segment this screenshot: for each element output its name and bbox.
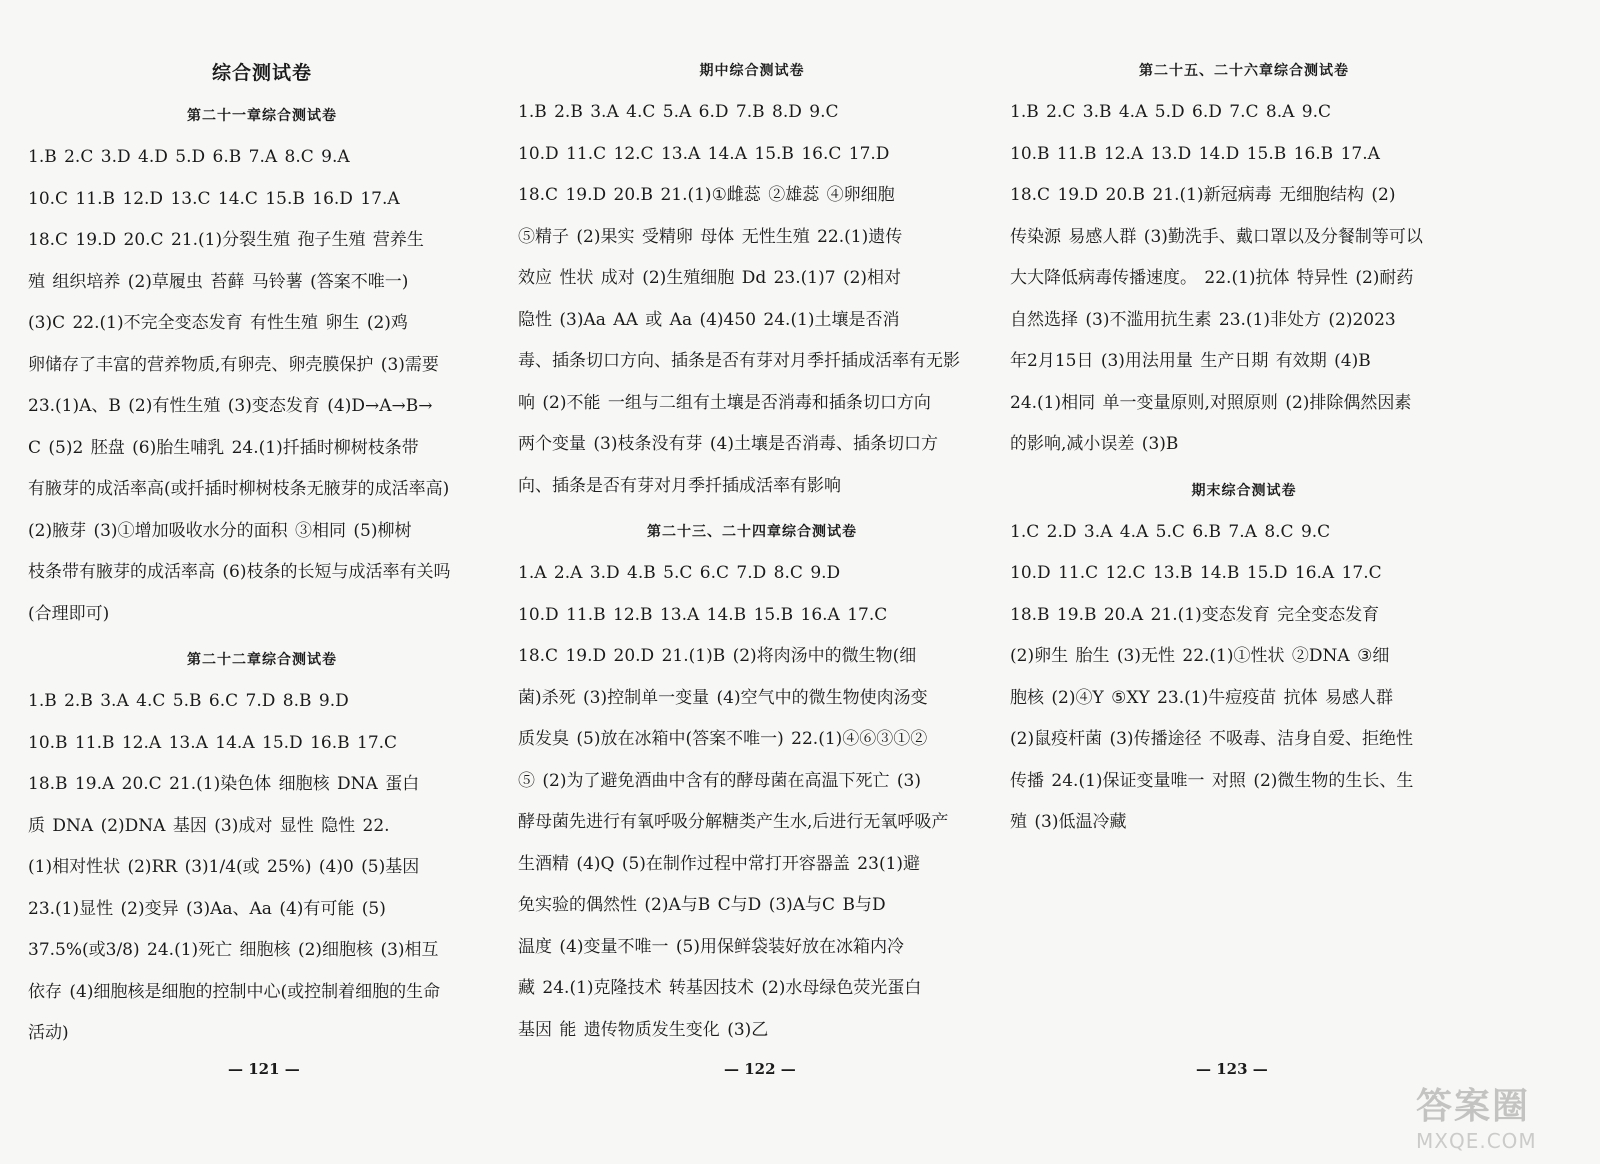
answer-line: 殖 (3)低温冷藏 xyxy=(1010,812,1127,832)
answer-line: 效应 性状 成对 (2)生殖细胞 Dd 23.(1)7 (2)相对 xyxy=(518,268,902,288)
answer-line: (合理即可) xyxy=(28,603,110,624)
section-title: 第二十一章综合测试卷 xyxy=(187,108,337,124)
answer-line: 37.5%(或3/8) 24.(1)死亡 细胞核 (2)细胞核 (3)相互 xyxy=(28,940,439,960)
answer-line: 质发臭 (5)放在冰箱中(答案不唯一) 22.(1)④⑥③①② xyxy=(518,729,928,749)
sections-page-122 xyxy=(518,60,986,1051)
answer-section xyxy=(1010,60,1478,466)
page-number-123: — 123 — xyxy=(1196,1060,1268,1078)
answer-line: 23.(1)显性 (2)变异 (3)Aa、Aa (4)有可能 (5) xyxy=(28,898,386,919)
answer-line: 24.(1)相同 单一变量原则,对照原则 (2)排除偶然因素 xyxy=(1010,392,1412,413)
answer-line: C (5)2 胚盘 (6)胎生哺乳 24.(1)扦插时柳树枝条带 xyxy=(28,437,419,458)
answer-line: 有腋芽的成活率高(或扦插时柳树枝条无腋芽的成活率高) xyxy=(28,479,450,499)
answer-line: 大大降低病毒传播速度。 22.(1)抗体 特异性 (2)耐药 xyxy=(1010,268,1414,288)
answer-line: 传播 24.(1)保证变量唯一 对照 (2)微生物的生长、生 xyxy=(1010,770,1414,791)
answer-line: 10.D 11.B 12.B 13.A 14.B 15.B 16.A 17.C xyxy=(518,604,888,625)
answer-line: 酵母菌先进行有氧呼吸分解糖类产生水,后进行无氧呼吸产 xyxy=(518,812,949,832)
answer-line: (2)鼠疫杆菌 (3)传播途径 不吸毒、洁身自爱、拒绝性 xyxy=(1010,729,1413,749)
watermark-text-cn: 答案圈 xyxy=(1416,1086,1531,1127)
answer-section xyxy=(518,521,986,1051)
answer-line: 18.C 19.D 20.C 21.(1)分裂生殖 孢子生殖 营养生 xyxy=(28,230,424,250)
answer-line: 依存 (4)细胞核是细胞的控制中心(或控制着细胞的生命 xyxy=(28,981,441,1002)
page-main-title: 综合测试卷 xyxy=(211,62,312,84)
answer-line: 质 DNA (2)DNA 基因 (3)成对 显性 隐性 22. xyxy=(28,815,390,836)
answer-line: ⑤ (2)为了避免酒曲中含有的酵母菌在高温下死亡 (3) xyxy=(518,770,921,791)
section-title: 第二十五、二十六章综合测试卷 xyxy=(1139,63,1349,79)
answer-line: 向、插条是否有芽对月季扦插成活率有影响 xyxy=(518,475,841,496)
answer-line: 18.C 19.D 20.B 21.(1)①雌蕊 ②雄蕊 ④卵细胞 xyxy=(518,185,895,205)
answer-line: 免实验的偶然性 (2)A与B C与D (3)A与C B与D xyxy=(518,895,886,915)
page-121 xyxy=(28,52,496,1112)
answer-line: 1.B 2.B 3.A 4.C 5.B 6.C 7.D 8.B 9.D xyxy=(28,691,349,711)
answer-line: 两个变量 (3)枝条没有芽 (4)土壤是否消毒、插条切口方 xyxy=(518,434,938,454)
answer-line: 18.B 19.B 20.A 21.(1)变态发育 完全变态发育 xyxy=(1010,604,1380,625)
answer-section xyxy=(518,60,986,507)
answer-line: 活动) xyxy=(28,1023,69,1043)
answer-line: 隐性 (3)Aa AA 或 Aa (4)450 24.(1)土壤是否消 xyxy=(518,309,900,330)
answer-line: 1.B 2.C 3.B 4.A 5.D 6.D 7.C 8.A 9.C xyxy=(1010,102,1332,122)
answer-line: 藏 24.(1)克隆技术 转基因技术 (2)水母绿色荧光蛋白 xyxy=(518,978,922,998)
answer-line: 18.B 19.A 20.C 21.(1)染色体 细胞核 DNA 蛋白 xyxy=(28,774,420,794)
sections-page-123 xyxy=(1010,60,1478,844)
answer-line: 10.C 11.B 12.D 13.C 14.C 15.B 16.D 17.A xyxy=(28,188,400,209)
answer-line: (1)相对性状 (2)RR (3)1/4(或 25%) (4)0 (5)基因 xyxy=(28,857,420,877)
answer-line: 毒、插条切口方向、插条是否有芽对月季扦插成活率有无影 xyxy=(518,351,960,371)
answer-line: 23.(1)A、B (2)有性生殖 (3)变态发育 (4)D→A→B→ xyxy=(28,396,433,416)
answer-line: 10.B 11.B 12.A 13.A 14.A 15.D 16.B 17.C xyxy=(28,732,398,753)
answer-line: 18.C 19.D 20.B 21.(1)新冠病毒 无细胞结构 (2) xyxy=(1010,185,1396,205)
page-123 xyxy=(1010,52,1478,1112)
section-title: 期中综合测试卷 xyxy=(699,63,805,79)
answer-line: 响 (2)不能 一组与二组有土壤是否消毒和插条切口方向 xyxy=(518,392,931,413)
answer-line: 生酒精 (4)Q (5)在制作过程中常打开容器盖 23(1)避 xyxy=(518,853,921,874)
watermark-text-en: MXQE.COM xyxy=(1416,1129,1537,1153)
answer-section xyxy=(1010,480,1478,844)
answer-line: 1.B 2.C 3.D 4.D 5.D 6.B 7.A 8.C 9.A xyxy=(28,147,350,167)
answer-line: 18.C 19.D 20.D 21.(1)B (2)将肉汤中的微生物(细 xyxy=(518,646,917,666)
section-title: 第二十二章综合测试卷 xyxy=(187,652,337,668)
answer-line: 10.B 11.B 12.A 13.D 14.D 15.B 16.B 17.A xyxy=(1010,143,1380,164)
answer-line: (2)腋芽 (3)①增加吸收水分的面积 ③相同 (5)柳树 xyxy=(28,520,412,541)
watermark-logo xyxy=(1416,1078,1576,1153)
answer-line: 10.D 11.C 12.C 13.A 14.A 15.B 16.C 17.D xyxy=(518,143,890,164)
answer-line: 1.B 2.B 3.A 4.C 5.A 6.D 7.B 8.D 9.C xyxy=(518,102,839,122)
answer-line: 的影响,减小误差 (3)B xyxy=(1010,434,1179,454)
page-number-122: — 122 — xyxy=(724,1060,796,1078)
answer-line: 温度 (4)变量不唯一 (5)用保鲜袋装好放在冰箱内冷 xyxy=(518,936,904,957)
answer-line: 自然选择 (3)不滥用抗生素 23.(1)非处方 (2)2023 xyxy=(1010,309,1396,330)
answer-line: 传染源 易感人群 (3)勤洗手、戴口罩以及分餐制等可以 xyxy=(1010,226,1423,247)
answer-line: (3)C 22.(1)不完全变态发育 有性生殖 卵生 (2)鸡 xyxy=(28,313,408,333)
answer-line: 1.C 2.D 3.A 4.A 5.C 6.B 7.A 8.C 9.C xyxy=(1010,521,1331,542)
page-number-121: — 121 — xyxy=(228,1060,300,1078)
answer-section xyxy=(28,649,496,1055)
answer-line: 枝条带有腋芽的成活率高 (6)枝条的长短与成活率有关吗 xyxy=(28,562,451,582)
answer-line: 1.A 2.A 3.D 4.B 5.C 6.C 7.D 8.C 9.D xyxy=(518,563,841,583)
sections-page-121 xyxy=(28,105,496,1055)
answer-line: 年2月15日 (3)用法用量 生产日期 有效期 (4)B xyxy=(1010,351,1371,371)
answer-line: 胞核 (2)④Y ⑤XY 23.(1)牛痘疫苗 抗体 易感人群 xyxy=(1010,687,1394,708)
answer-line: 10.D 11.C 12.C 13.B 14.B 15.D 16.A 17.C xyxy=(1010,563,1382,583)
answer-line: ⑤精子 (2)果实 受精卵 母体 无性生殖 22.(1)遗传 xyxy=(518,226,903,247)
answer-line: 殖 组织培养 (2)草履虫 苔藓 马铃薯 (答案不唯一) xyxy=(28,271,409,292)
answer-line: 卵储存了丰富的营养物质,有卵壳、卵壳膜保护 (3)需要 xyxy=(28,354,439,375)
answer-section xyxy=(28,105,496,635)
answer-line: (2)卵生 胎生 (3)无性 22.(1)①性状 ②DNA ③细 xyxy=(1010,646,1390,666)
section-title: 期末综合测试卷 xyxy=(1191,482,1297,499)
section-title: 第二十三、二十四章综合测试卷 xyxy=(647,524,857,540)
answer-line: 菌)杀死 (3)控制单一变量 (4)空气中的微生物使肉汤变 xyxy=(518,687,928,708)
page-122 xyxy=(518,52,986,1112)
answer-line: 基因 能 遗传物质发生变化 (3)乙 xyxy=(518,1019,769,1040)
